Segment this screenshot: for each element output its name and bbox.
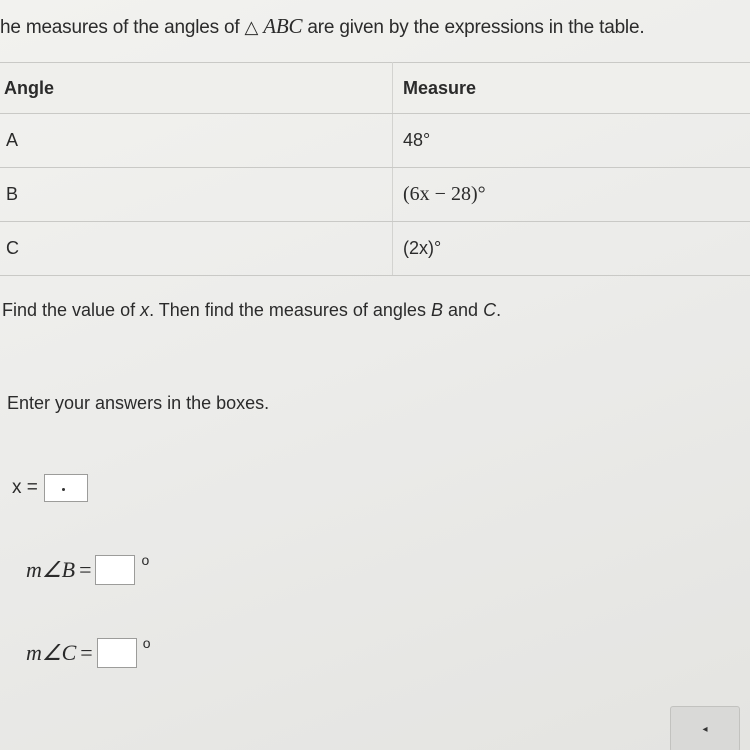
- table-row: [0, 114, 750, 168]
- m-angle-b-label: m∠B: [26, 557, 76, 582]
- angle-cell: C: [0, 222, 393, 276]
- table-header-row: [0, 63, 750, 114]
- cursor-dot: [62, 488, 65, 491]
- degree-symbol: o: [142, 635, 151, 651]
- m-angle-c-label: m∠C: [26, 640, 77, 665]
- intro-prefix: he measures of the angles of: [0, 17, 240, 38]
- angle-c: C: [483, 300, 497, 320]
- header-measure: Measure: [393, 63, 750, 114]
- angle-b-answer-row: [26, 552, 150, 585]
- table-row: [0, 168, 750, 222]
- variable-x: x: [140, 300, 150, 320]
- degree-symbol: o: [141, 552, 150, 568]
- table-row: [0, 222, 750, 276]
- measure-cell: (2x)°: [393, 222, 750, 276]
- equals-sign: =: [79, 557, 92, 582]
- triangle-name: ABC: [263, 14, 303, 38]
- angle-cell: B: [0, 168, 393, 222]
- x-answer-input[interactable]: [44, 474, 88, 502]
- angle-b: B: [430, 300, 443, 320]
- chevron-left-icon: ◂: [702, 723, 708, 735]
- header-angle: Angle: [0, 63, 393, 114]
- intro-suffix: are given by the expressions in the table.: [307, 17, 645, 38]
- angle-measure-table: [0, 62, 750, 276]
- angle-c-answer-row: [26, 635, 151, 668]
- measure-cell: (6x − 28)°: [393, 168, 750, 222]
- equals-sign: =: [80, 640, 93, 665]
- angle-c-answer-input[interactable]: [97, 638, 137, 668]
- angle-b-answer-input[interactable]: [95, 555, 135, 585]
- measure-cell: 48°: [393, 114, 750, 168]
- x-label: x =: [12, 477, 38, 498]
- triangle-symbol: △: [244, 17, 259, 38]
- instruction-text: Find the value of x. Then find the measures of angles B and C.: [2, 300, 502, 320]
- previous-button[interactable]: [670, 706, 740, 750]
- enter-prompt: Enter your answers in the boxes.: [7, 393, 270, 413]
- angle-cell: A: [0, 114, 393, 168]
- question-intro: [0, 14, 644, 39]
- x-answer-row: [12, 474, 88, 502]
